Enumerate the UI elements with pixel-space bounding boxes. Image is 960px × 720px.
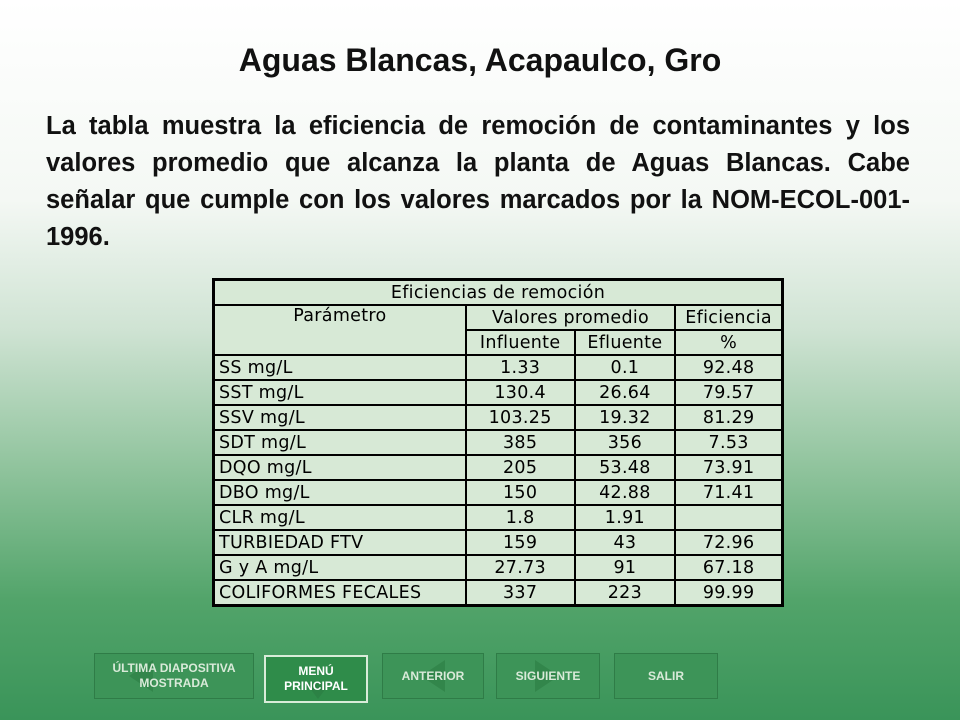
last-slide-label: ÚLTIMA DIAPOSITIVA MOSTRADA: [112, 661, 236, 690]
eficiencia-cell: 73.91: [675, 455, 782, 480]
influente-cell: 130.4: [466, 380, 575, 405]
table-row: [214, 455, 782, 480]
table-row: [214, 430, 782, 455]
slide-title: Aguas Blancas, Acapaulco, Gro: [238, 42, 722, 78]
table-row: [214, 580, 782, 605]
efluente-cell: 43: [575, 530, 676, 555]
param-cell: SSV mg/L: [214, 405, 466, 430]
previous-button[interactable]: [382, 653, 484, 699]
eficiencia-cell: 71.41: [675, 480, 782, 505]
param-cell: DQO mg/L: [214, 455, 466, 480]
influente-cell: 1.33: [466, 355, 575, 380]
param-cell: DBO mg/L: [214, 480, 466, 505]
table-row: [214, 380, 782, 405]
header-eficiencia: Eficiencia: [675, 305, 782, 330]
previous-label: ANTERIOR: [401, 668, 465, 683]
last-slide-button[interactable]: [94, 653, 254, 699]
header-parametro: Parámetro: [214, 305, 466, 355]
efluente-cell: 53.48: [575, 455, 676, 480]
param-cell: SST mg/L: [214, 380, 466, 405]
header-influente: Influente: [466, 330, 575, 355]
table-row: [214, 405, 782, 430]
influente-cell: 337: [466, 580, 575, 605]
param-cell: SDT mg/L: [214, 430, 466, 455]
main-menu-label: MENÚ PRINCIPAL: [284, 664, 348, 693]
influente-cell: 159: [466, 530, 575, 555]
header-efluente: Efluente: [575, 330, 676, 355]
efluente-cell: 19.32: [575, 405, 676, 430]
eficiencia-cell: 99.99: [675, 580, 782, 605]
efluente-cell: 223: [575, 580, 676, 605]
eficiencia-cell: [675, 505, 782, 530]
efluente-cell: 0.1: [575, 355, 676, 380]
table-row: [214, 530, 782, 555]
eficiencia-cell: 72.96: [675, 530, 782, 555]
influente-cell: 27.73: [466, 555, 575, 580]
param-cell: SS mg/L: [214, 355, 466, 380]
efluente-cell: 1.91: [575, 505, 676, 530]
table-row: [214, 505, 782, 530]
param-cell: CLR mg/L: [214, 505, 466, 530]
eficiencia-cell: 67.18: [675, 555, 782, 580]
next-button[interactable]: [496, 653, 600, 699]
exit-label: SALIR: [648, 668, 684, 683]
next-label: SIGUIENTE: [515, 668, 581, 683]
influente-cell: 150: [466, 480, 575, 505]
table-row: [214, 480, 782, 505]
efluente-cell: 26.64: [575, 380, 676, 405]
param-cell: TURBIEDAD FTV: [214, 530, 466, 555]
exit-button[interactable]: [614, 653, 718, 699]
table-row: [214, 555, 782, 580]
efluente-cell: 356: [575, 430, 676, 455]
efluente-cell: 42.88: [575, 480, 676, 505]
influente-cell: 205: [466, 455, 575, 480]
param-cell: G y A mg/L: [214, 555, 466, 580]
param-cell: COLIFORMES FECALES: [214, 580, 466, 605]
header-valores: Valores promedio: [466, 305, 675, 330]
eficiencia-cell: 81.29: [675, 405, 782, 430]
table-row: [214, 355, 782, 380]
main-menu-button[interactable]: [264, 655, 368, 703]
header-percent: %: [675, 330, 782, 355]
description-paragraph: La tabla muestra la eficiencia de remoción de contaminantes y los valores promedio que alcanza la planta de Aguas Blancas. Cabe señalar que cumple con los valores marcados por la NOM-ECOL-001-1996.: [46, 112, 910, 251]
eficiencia-cell: 7.53: [675, 430, 782, 455]
influente-cell: 103.25: [466, 405, 575, 430]
influente-cell: 1.8: [466, 505, 575, 530]
table-caption: Eficiencias de remoción: [214, 280, 782, 305]
eficiencia-cell: 79.57: [675, 380, 782, 405]
efluente-cell: 91: [575, 555, 676, 580]
efficiency-table: [212, 278, 784, 607]
influente-cell: 385: [466, 430, 575, 455]
eficiencia-cell: 92.48: [675, 355, 782, 380]
